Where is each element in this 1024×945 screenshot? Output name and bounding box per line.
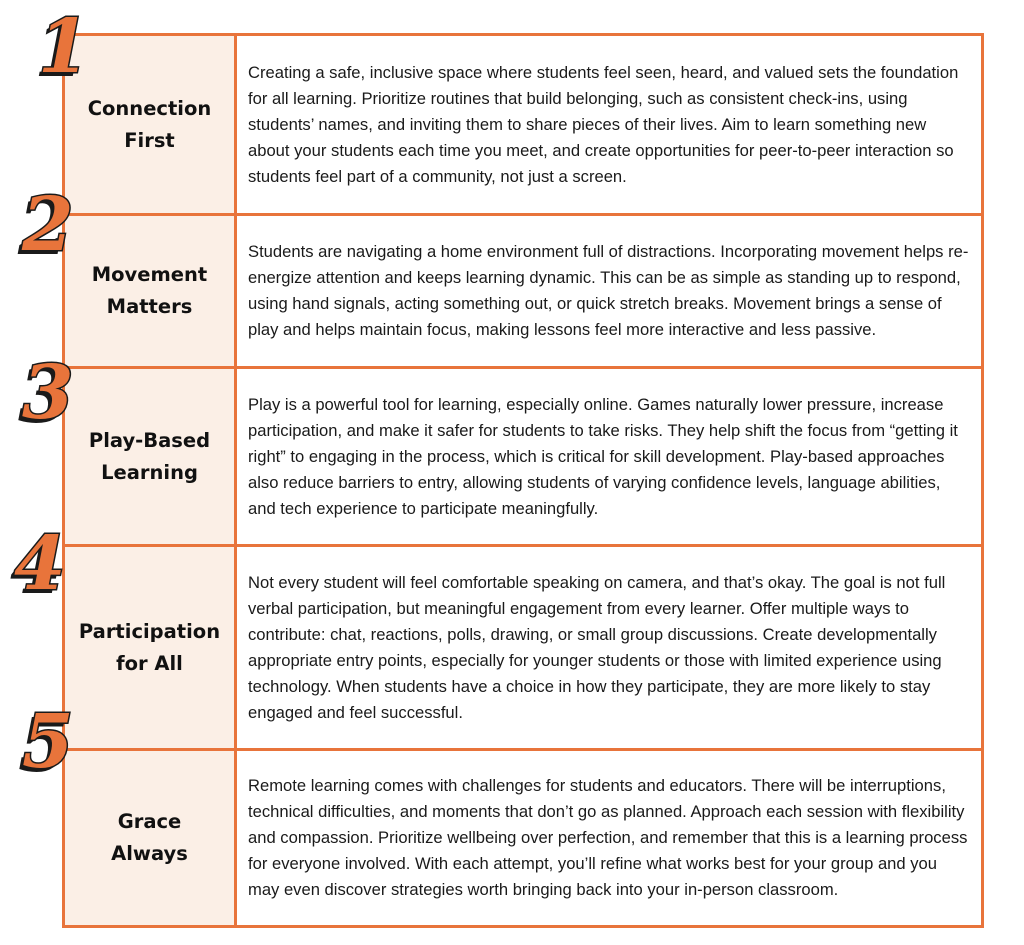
tip-number-3: 3 (22, 350, 74, 436)
tip-title: Play-Based Learning (88, 428, 211, 484)
tips-table (62, 33, 984, 928)
tip-body: Students are navigating a home environment full of distractions. Incorporating movement helps re-energize attention and keeps learning dynamic. This can be as simple as standing up to respond, using hand signals, acting something out, or quick stretch breaks. Movement brings a sense of play and helps maintain focus, making lessons feel more interactive and less passive. (248, 242, 969, 339)
tip-title-cell (65, 216, 237, 366)
tip-title: Participation for All (78, 619, 221, 675)
tip-row-2 (65, 213, 981, 366)
tip-body: Creating a safe, inclusive space where students feel seen, heard, and valued sets the foundation for all learning. Prioritize routines that build belonging, such as consistent check-ins, using students’ names, and inviting them to share pieces of their lives. Aim to learn something new about your students each time you meet, and create opportunities for peer-to-peer interaction so students feel part of a community, not just a screen. (248, 62, 959, 186)
tip-number-4: 4 (14, 521, 66, 607)
tip-row-5 (65, 748, 981, 925)
tip-body-cell (237, 36, 981, 213)
tip-title: Movement Matters (91, 263, 208, 318)
tip-body: Not every student will feel comfortable speaking on camera, and that’s okay. The goal is not full verbal participation, but meaningful engagement from every learner. Offer multiple ways to contribute: chat, reactions, polls, drawing, or small group discussions. Create developmentally appropriate entry points, especially for younger students or those with limited experience using technology. When students have a choice in how they participate, they are more likely to stay engaged and feel successful. (248, 572, 946, 722)
tip-title-cell (65, 547, 237, 748)
tip-body: Remote learning comes with challenges for students and educators. There will be interruptions, technical difficulties, and moments that don’t go as planned. Approach each session with flexibility and compassion. Prioritize wellbeing over perfection, and remember that this is a learning process for everyone involved. With each attempt, you’ll refine what works best for your group and you may even discover strategies worth bringing back into your in-person classroom. (248, 776, 968, 899)
tip-title-cell (65, 36, 237, 213)
tip-title: Grace Always (111, 810, 188, 865)
tip-number-2: 2 (22, 182, 74, 268)
tip-title: Connection First (87, 96, 212, 152)
tip-number-1: 1 (38, 4, 90, 90)
tip-row-4 (65, 544, 981, 748)
tip-number-5: 5 (22, 699, 74, 785)
tip-row-1 (65, 36, 981, 213)
tip-row-3 (65, 366, 981, 544)
tip-title-cell (65, 751, 237, 925)
tip-title-cell (65, 369, 237, 544)
tip-body-cell (237, 369, 981, 544)
tip-body-cell (237, 547, 981, 748)
tip-body: Play is a powerful tool for learning, especially online. Games naturally lower pressure, increase participation, and make it safer for students to take risks. They help shift the focus from “getting it right” to engaging in the process, which is critical for skill development. Play-based approaches also reduce barriers to entry, allowing students of varying confidence levels, language abilities, and tech experience to participate meaningfully. (248, 394, 958, 518)
tip-body-cell (237, 751, 981, 925)
tip-body-cell (237, 216, 981, 366)
